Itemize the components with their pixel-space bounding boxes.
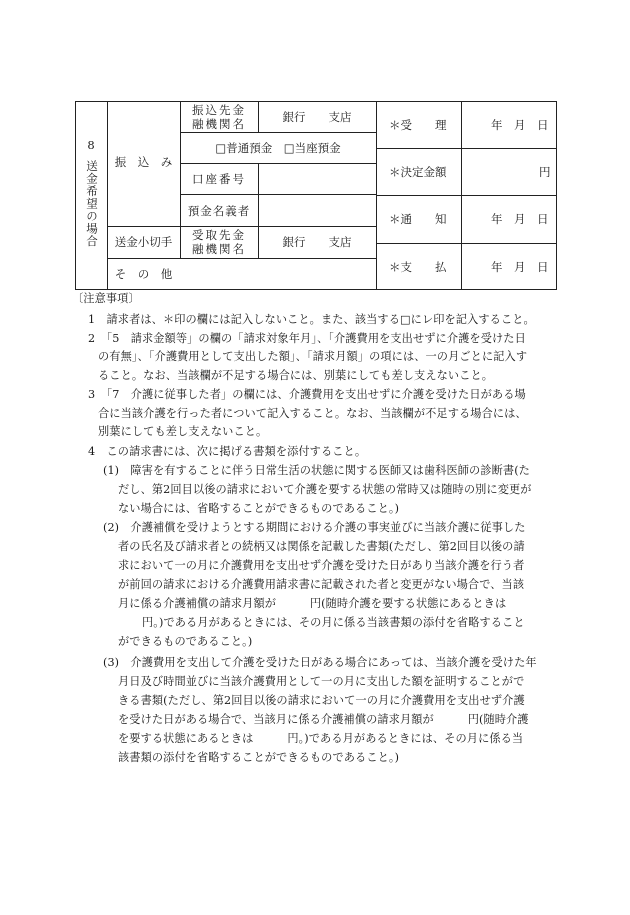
notice-label: ＊通 知	[389, 212, 447, 226]
table-rule	[376, 101, 377, 290]
notes-heading: 〔注意事項〕	[72, 292, 140, 305]
furikomi-label: 振 込 み	[114, 155, 173, 169]
table-rule	[376, 148, 556, 149]
table-rule	[376, 195, 556, 196]
note-line: だし、第2回目以後の請求において介護を要する状態の常時又は随時の別に変更が	[118, 483, 532, 496]
other-field[interactable]	[181, 259, 375, 289]
table-rule	[107, 226, 376, 227]
note-line: 求において一の月に介護費用を支出せず介護を受けた日があり当該介護を行う者	[118, 559, 525, 572]
receipt-date[interactable]: 年 月 日	[491, 118, 549, 132]
note-line: 月日及び時間並びに当該介護費用として一の月に支出した額を証明することがで	[118, 675, 525, 688]
note-line: 該書類の添付を省略することができるものであること。)	[118, 751, 400, 764]
check-bank-label-line1: 受取先金	[192, 228, 246, 242]
note-line: を受けた日がある場合で、当該月に係る介護補償の請求月額が 円(随時介護	[118, 713, 529, 726]
table-border-right	[556, 101, 557, 290]
note-line: (1) 障害を有することに伴う日常生活の状態に関する医師又は歯科医師の診断書(た	[103, 464, 530, 477]
note-line: ない場合には、省略することができるものであること。)	[118, 502, 400, 515]
table-border-top	[75, 101, 556, 102]
note-line: ること。なお、当該欄が不足する場合には、別葉にしても差し支えないこと。	[98, 369, 494, 382]
note-line: が前回の請求における介護費用請求書に記載された者と変更がない場合で、当該	[118, 578, 525, 591]
section-number: 8	[87, 138, 95, 152]
table-rule	[461, 101, 462, 290]
notice-date[interactable]: 年 月 日	[491, 212, 549, 226]
check-label: 送金小切手	[114, 235, 173, 249]
account-number-field[interactable]	[259, 164, 375, 194]
note-line: 別葉にしても差し支えないこと。	[98, 425, 268, 438]
note-line: 4 この請求書には、次に掲げる書類を添付すること。	[88, 445, 367, 458]
note-line: 月に係る介護補償の請求月額が 円(随時介護を要する状態にあるときは	[118, 597, 507, 610]
note-line: 3 「7 介護に従事した者」の欄には、介護費用を支出せずに介護を受けた日がある場	[88, 388, 526, 401]
receipt-label: ＊受 理	[389, 118, 447, 132]
table-rule	[107, 101, 108, 290]
bank-label-line2: 融機関名	[192, 117, 246, 131]
note-line: きる書類(ただし、第2回目以後の請求において一の月に介護費用を支出せず介護	[118, 694, 525, 707]
payment-label: ＊支 払	[389, 260, 447, 274]
bank-label-line1: 振込先金	[192, 103, 246, 117]
note-line: 2 「5 請求金額等」の欄の「請求対象年月」、「介護費用を支出せずに介護を受けた日	[88, 332, 526, 345]
check-bank-label-line2: 融機関名	[192, 242, 246, 256]
note-line: を要する状態にあるときは 円。)である月があるときには、その月に係る当	[118, 732, 524, 745]
note-line: 者の氏名及び請求者との続柄又は関係を記載した書類(ただし、第2回目以後の請	[118, 540, 525, 553]
decided-amount-label: ＊決定金額	[389, 165, 447, 179]
table-rule	[376, 243, 556, 244]
table-border-left	[75, 101, 76, 290]
other-label: そ の 他	[114, 267, 173, 281]
account-holder-label: 預金名義者	[187, 204, 251, 218]
section-title: 送金希望の場合	[85, 160, 99, 248]
payment-table	[0, 0, 630, 290]
note-line: (2) 介護補償を受けようとする期間における介護の事実並びに当該介護に従事した	[103, 521, 526, 534]
note-line: 合に当該介護を行った者について記入すること。なお、当該欄が不足する場合には、	[98, 407, 527, 420]
decided-amount-unit[interactable]: 円	[539, 165, 551, 179]
note-line: の有無」、「介護費用として支出した額」、「請求月額」の項には、一の月ごとに記入す	[98, 350, 528, 363]
note-line: 円。)である月があるときには、その月に係る当該書類の添付を省略すること	[142, 616, 525, 629]
account-number-label: 口座番号	[192, 172, 246, 186]
payment-date[interactable]: 年 月 日	[491, 260, 549, 274]
check-bank-field[interactable]: 銀行 支店	[282, 235, 352, 249]
note-line: ができるものであること。)	[118, 635, 253, 648]
account-holder-field[interactable]	[259, 195, 375, 226]
bank-field[interactable]: 銀行 支店	[282, 110, 352, 124]
note-line: (3) 介護費用を支出して介護を受けた日がある場合にあっては、当該介護を受けた年	[103, 656, 537, 669]
table-rule	[180, 132, 376, 133]
note-line: 1 請求者は、＊印の欄には記入しないこと。また、該当する□にレ印を記入すること。	[88, 313, 535, 326]
account-type-checkboxes[interactable]: □普通預金 □当座預金	[215, 141, 341, 155]
table-border-bottom	[75, 289, 556, 290]
